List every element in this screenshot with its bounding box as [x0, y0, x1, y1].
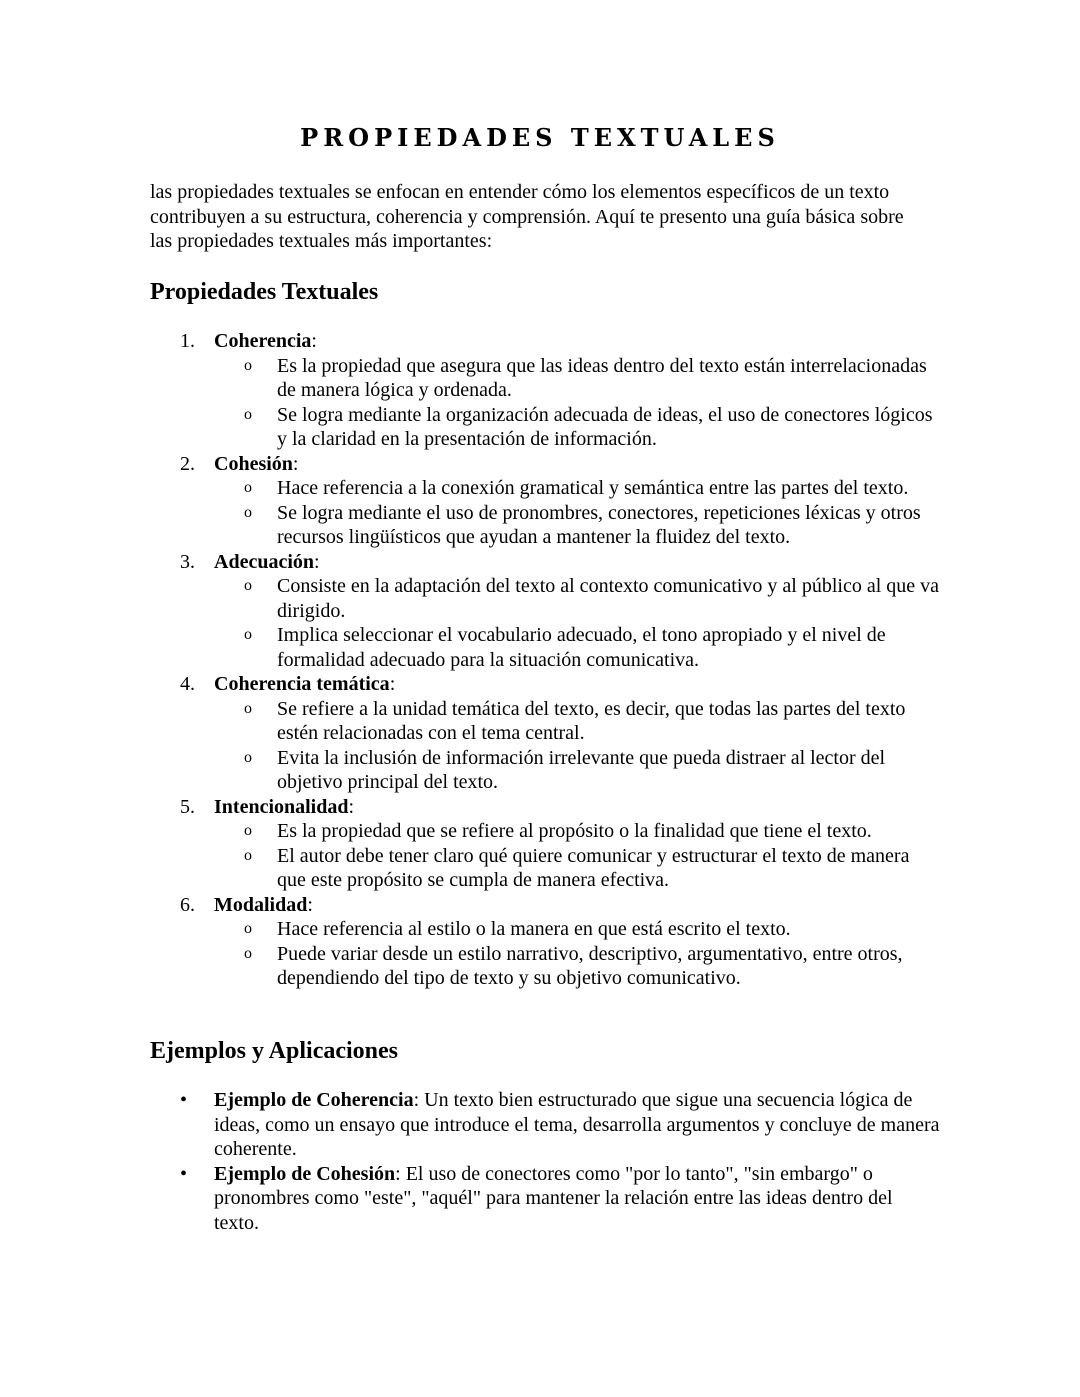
property-point	[214, 623, 940, 672]
property-item	[150, 672, 940, 795]
examples-list	[150, 1088, 940, 1235]
property-points	[214, 819, 940, 893]
item-number: 5.	[180, 795, 195, 818]
property-point	[214, 574, 940, 623]
example-term: Ejemplo de Cohesión	[214, 1162, 396, 1185]
property-points	[214, 354, 940, 452]
property-item	[150, 452, 940, 550]
property-item	[150, 550, 940, 673]
hollow-bullet-icon: o	[244, 846, 252, 864]
section-heading-examples: Ejemplos y Aplicaciones	[150, 1038, 399, 1064]
property-points	[214, 697, 940, 795]
point-text: Evita la inclusión de información irrelevante que pueda distraer al lector del objetivo principal del texto.	[277, 746, 886, 793]
hollow-bullet-icon: o	[244, 626, 252, 643]
term-colon: :	[314, 550, 320, 573]
property-points	[214, 574, 940, 672]
term-colon: :	[348, 795, 355, 818]
property-point	[214, 501, 940, 550]
page-title: PROPIEDADES TEXTUALES	[300, 123, 780, 152]
property-point	[214, 746, 940, 795]
hollow-bullet-icon: o	[244, 503, 252, 521]
hollow-bullet-icon: o	[244, 748, 252, 766]
term-colon: :	[413, 1089, 420, 1111]
point-text: Consiste en la adaptación del texto al contexto comunicativo y al público al que va dirigido.	[277, 575, 940, 622]
point-text: Implica seleccionar el vocabulario adecuado, el tono apropiado y el nivel de formalidad adecuado para la situación comunicativa.	[277, 624, 886, 671]
point-text: Puede variar desde un estilo narrativo, descriptivo, argumentativo, entre otros, dependiendo del tipo de texto y su objetivo comunicativo.	[277, 942, 903, 989]
example-item	[150, 1162, 940, 1236]
property-point	[214, 403, 940, 452]
bullet-icon: •	[180, 1162, 188, 1185]
property-point	[214, 844, 940, 893]
intro-paragraph: las propiedades textuales se enfocan en entender cómo los elementos específicos de un texto contribuyen a su estructura, coherencia y comprensión. Aquí te presento una guía básica sobre las propiedades textuales más importantes:	[150, 181, 904, 252]
term-colon: :	[292, 452, 299, 475]
term-colon: :	[307, 893, 313, 916]
property-point	[214, 354, 940, 403]
item-number: 4.	[180, 673, 195, 695]
hollow-bullet-icon: o	[244, 479, 252, 496]
property-points	[214, 917, 940, 991]
term-colon: :	[389, 673, 396, 695]
property-point	[214, 819, 940, 844]
hollow-bullet-icon: o	[244, 405, 252, 423]
item-number: 3.	[180, 550, 195, 573]
hollow-bullet-icon: o	[244, 577, 252, 594]
hollow-bullet-icon: o	[244, 356, 252, 374]
property-item	[150, 893, 940, 991]
property-item	[150, 795, 940, 893]
property-term: Modalidad	[214, 893, 308, 916]
example-item	[150, 1088, 940, 1162]
section-heading-properties: Propiedades Textuales	[150, 279, 379, 305]
example-text: El uso de conectores como "por lo tanto", "sin embargo" o pronombres como "este", "aquél" para mantener la relación entre las ideas dentro del texto.	[214, 1162, 893, 1234]
property-points	[214, 476, 940, 550]
property-term: Adecuación	[214, 550, 314, 573]
point-text: Se refiere a la unidad temática del texto, es decir, que todas las partes del texto estén relacionadas con el tema central.	[277, 697, 906, 744]
item-number: 6.	[180, 893, 195, 916]
hollow-bullet-icon: o	[244, 822, 252, 839]
property-point	[214, 917, 940, 942]
property-term: Coherencia	[214, 330, 312, 352]
hollow-bullet-icon: o	[244, 920, 252, 937]
item-number: 2.	[180, 452, 195, 475]
term-colon: :	[311, 330, 317, 352]
bullet-icon: •	[180, 1089, 188, 1111]
point-text: Es la propiedad que asegura que las ideas dentro del texto están interrelacionadas de manera lógica y ordenada.	[277, 354, 927, 401]
property-point	[214, 942, 940, 991]
point-text: El autor debe tener claro qué quiere comunicar y estructurar el texto de manera que este propósito se cumpla de manera efectiva.	[277, 844, 910, 891]
point-text: Hace referencia al estilo o la manera en que está escrito el texto.	[277, 918, 791, 940]
hollow-bullet-icon: o	[244, 944, 252, 962]
property-point	[214, 476, 940, 501]
term-colon: :	[395, 1162, 401, 1185]
example-term: Ejemplo de Coherencia	[214, 1089, 414, 1111]
property-point	[214, 697, 940, 746]
property-item	[150, 329, 940, 452]
point-text: Se logra mediante el uso de pronombres, conectores, repeticiones léxicas y otros recursos lingüísticos que ayudan a mantener la fluidez del texto.	[277, 501, 921, 548]
item-number: 1.	[180, 330, 195, 352]
example-text: Un texto bien estructurado que sigue una secuencia lógica de ideas, como un ensayo que introduce el tema, desarrolla argumentos y concluye de manera coherente.	[214, 1089, 940, 1160]
property-term: Intencionalidad	[214, 795, 349, 818]
point-text: Se logra mediante la organización adecuada de ideas, el uso de conectores lógicos y la claridad en la presentación de información.	[277, 403, 933, 450]
hollow-bullet-icon: o	[244, 699, 252, 717]
properties-list	[150, 329, 940, 991]
point-text: Hace referencia a la conexión gramatical y semántica entre las partes del texto.	[277, 477, 909, 499]
property-term: Coherencia temática	[214, 673, 390, 695]
point-text: Es la propiedad que se refiere al propósito o la finalidad que tiene el texto.	[277, 820, 872, 842]
property-term: Cohesión	[214, 452, 293, 475]
